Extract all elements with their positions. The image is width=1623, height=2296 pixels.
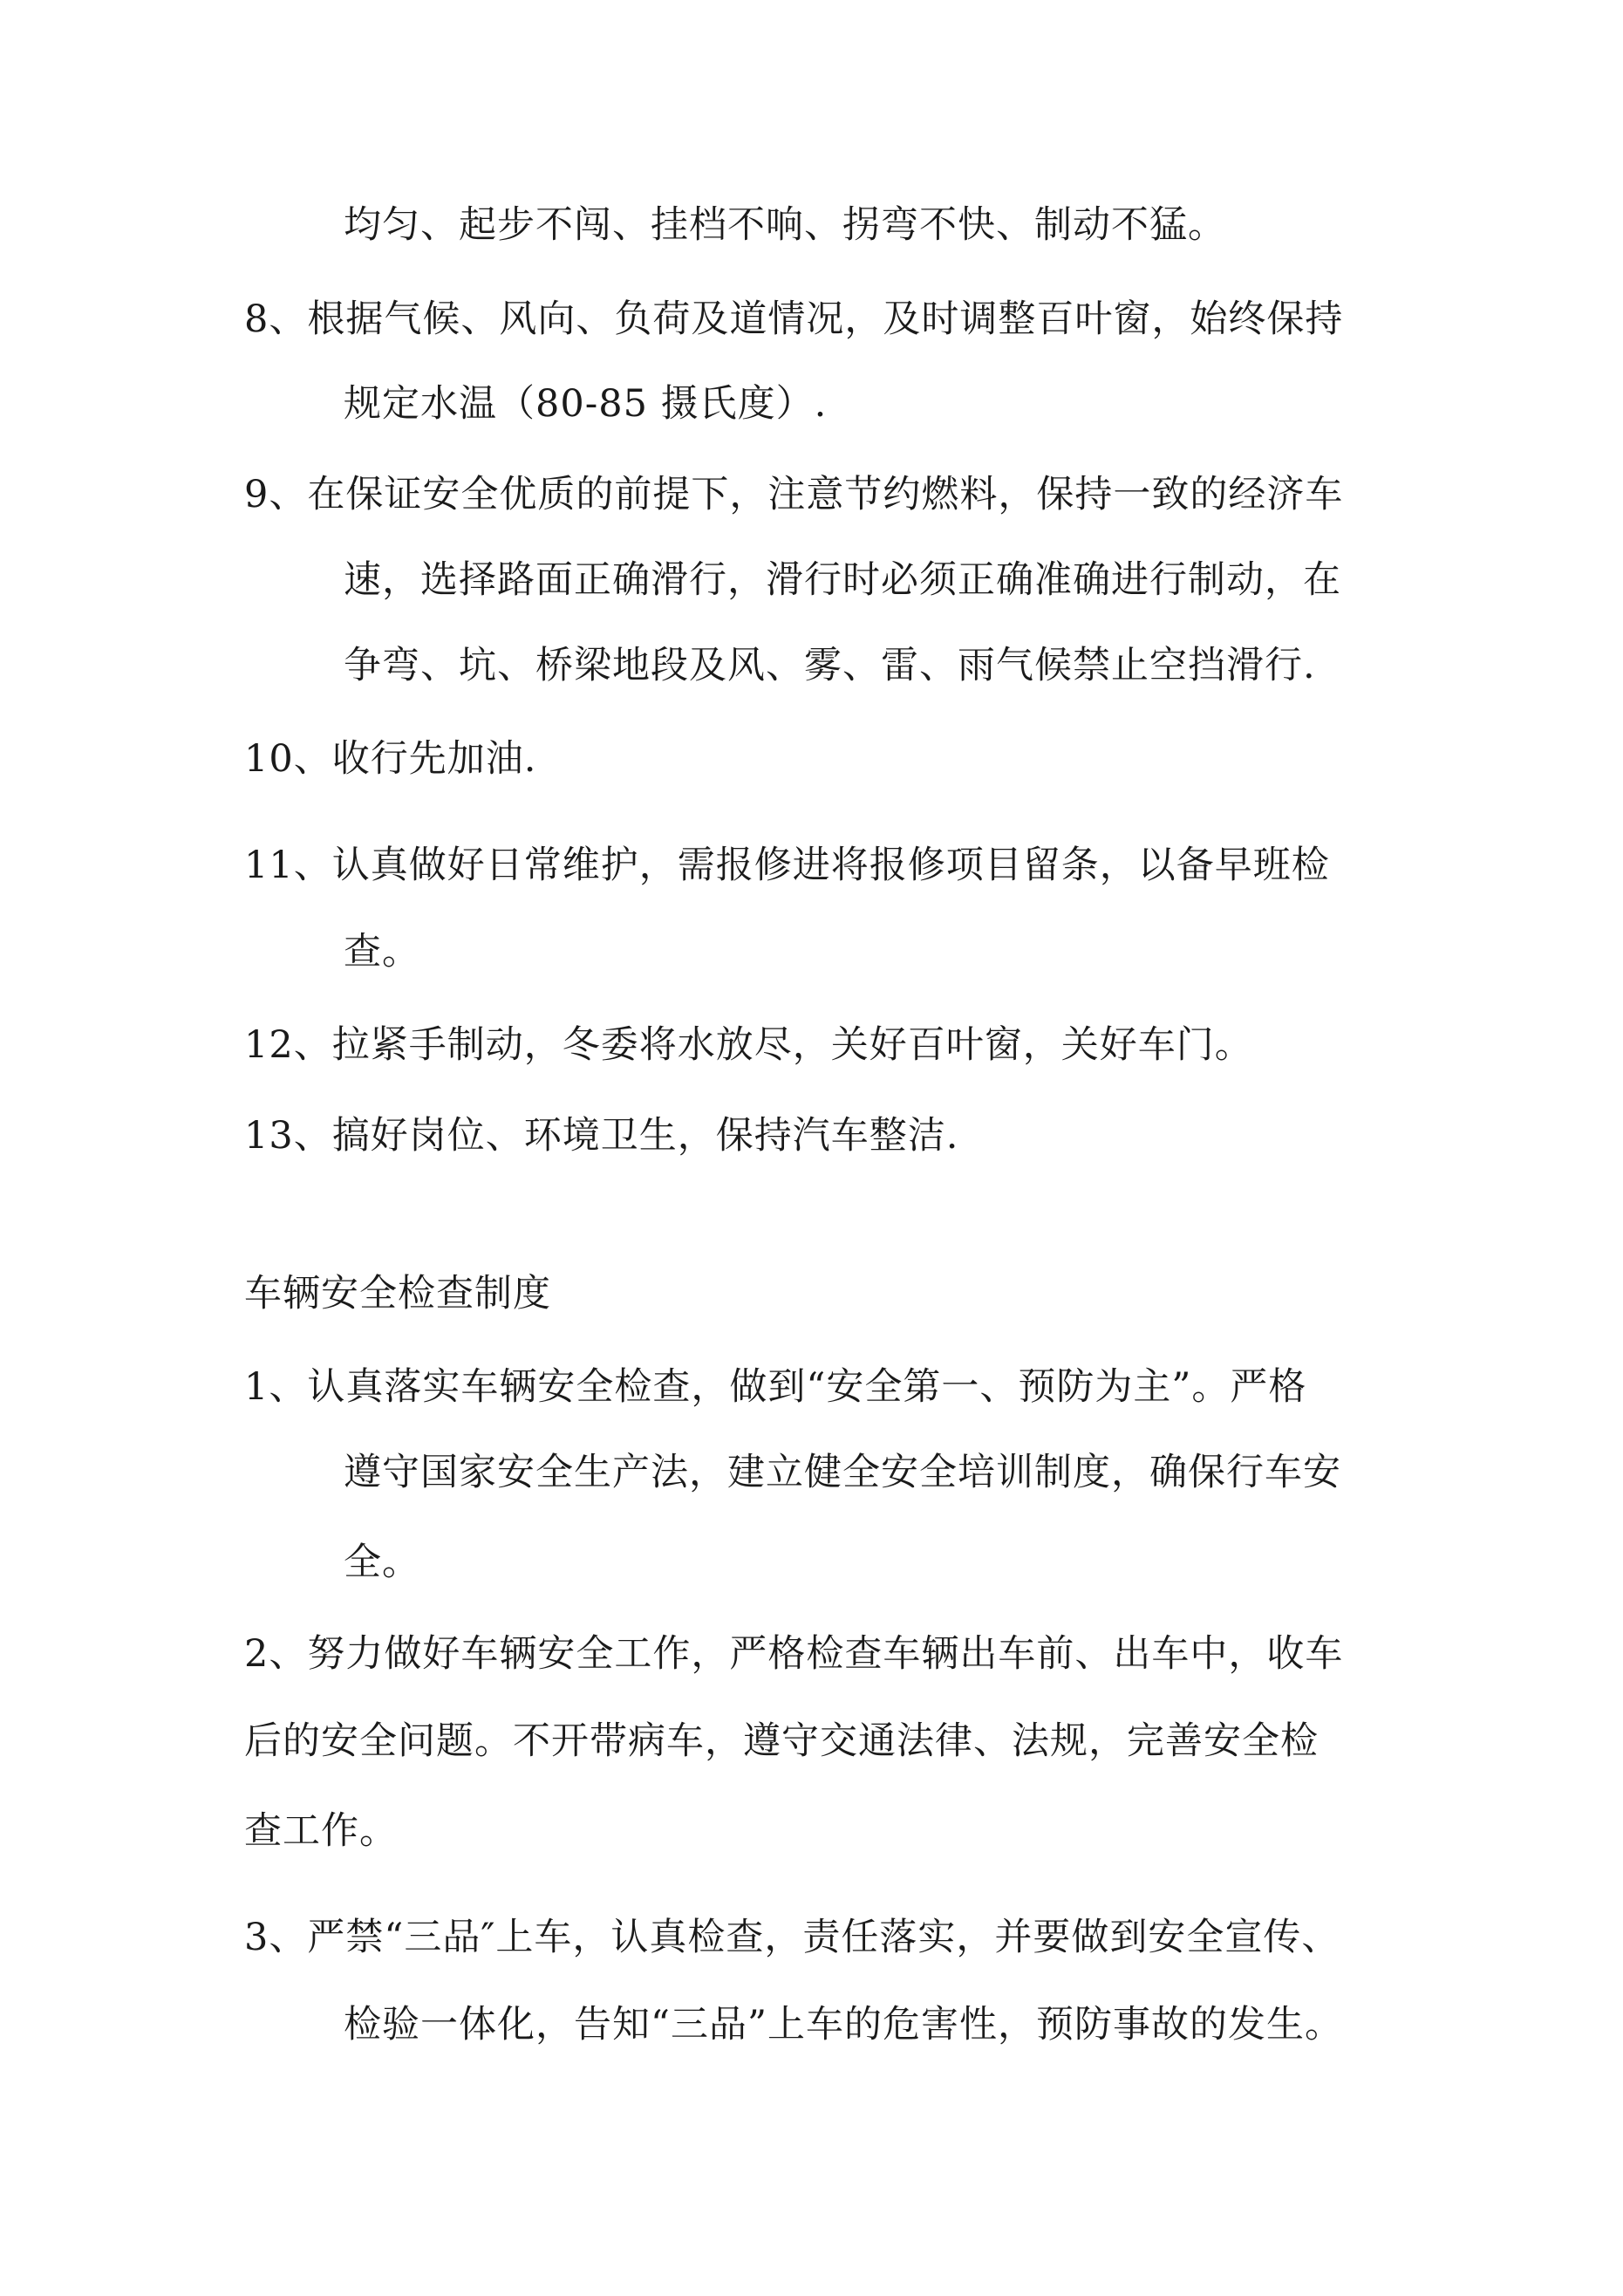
item-9: 9、在保证安全优质的前提下，注意节约燃料，保持一致的经济车	[244, 473, 1344, 516]
rule-1: 1、认真落实车辆安全检查，做到“安全第一、预防为主”。严格	[244, 1365, 1307, 1409]
section-heading: 车辆安全检查制度	[244, 1272, 551, 1315]
item-12: 12、拉紧手制动，冬委将水放尽，关好百叶窗，关好车门。	[244, 1023, 1253, 1067]
item-11: 11、认真做好日常维护，需报修进将报修项目留条，以备早班检	[244, 844, 1330, 887]
item-10: 10、收行先加油.	[244, 737, 537, 781]
rule-2: 2、努力做好车辆安全工作，严格检查车辆出车前、出车中，收车	[244, 1632, 1344, 1676]
rule-3: 3、严禁“三品″上车，认真检查，责任落实，并要做到安全宣传、	[244, 1916, 1340, 1959]
rule-3-continuation: 检验一体化，告知“三品”上车的危害性，预防事故的发生。	[344, 2003, 1343, 2047]
rule-1-continuation-1: 遵守国家安全生产法，建立健全安全培训制度，确保行车安	[344, 1451, 1341, 1494]
item-11-continuation: 查。	[344, 930, 420, 974]
item-13: 13、搞好岗位、环境卫生，保持汽车整洁.	[244, 1114, 959, 1158]
item-8: 8、根据气候、风向、负荷及道情况，及时调整百叶窗，始终保持	[244, 297, 1344, 341]
rule-2-continuation-2: 查工作。	[244, 1809, 398, 1853]
item-9-continuation-1: 速，选择路面正确滑行，滑行时必须正确准确进行制动，在	[344, 558, 1341, 602]
rule-1-continuation-2: 全。	[344, 1541, 420, 1584]
item-7-continuation: 均匀、起步不闯、挂档不响、拐弯不快、制动不猛。	[344, 203, 1226, 247]
item-8-continuation: 规定水温（80-85 摄氏度）.	[344, 382, 828, 426]
rule-2-continuation-1: 后的安全问题。不开带病车，遵守交通法律、法规，完善安全检	[244, 1719, 1319, 1763]
item-9-continuation-2: 争弯、坑、桥梁地段及风、雾、雷、雨气候禁止空挡滑行.	[344, 644, 1316, 687]
